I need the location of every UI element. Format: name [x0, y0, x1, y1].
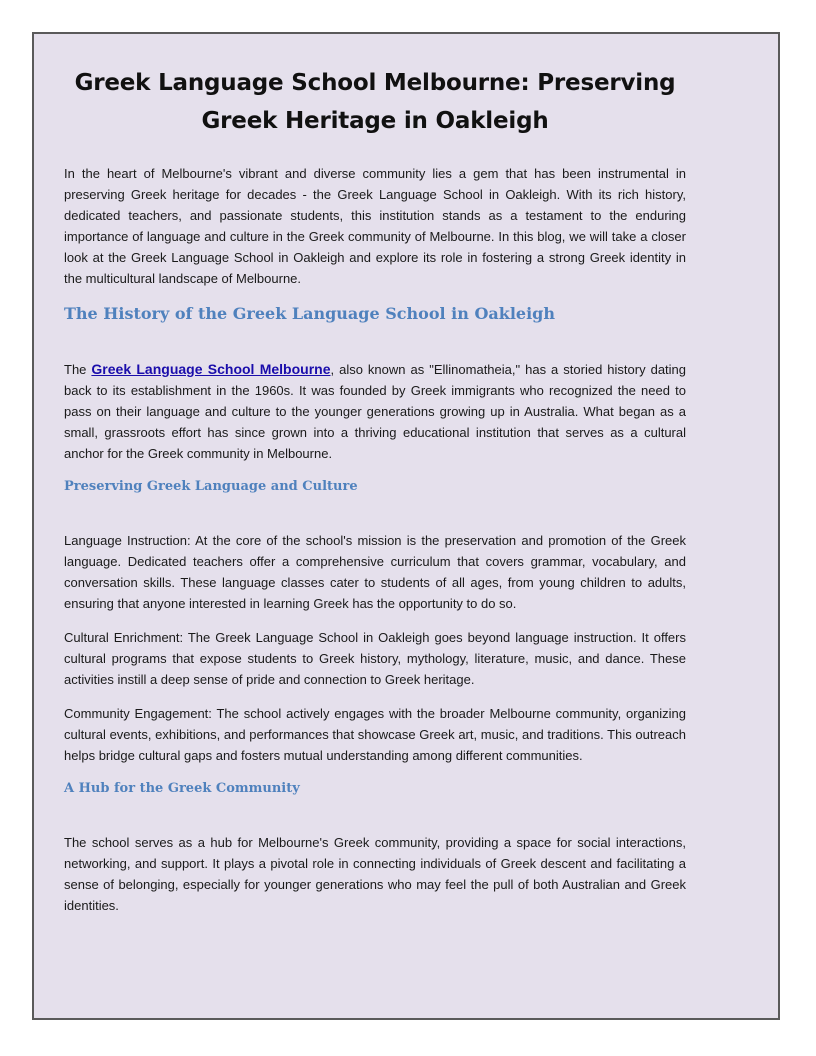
greek-language-school-link[interactable]: Greek Language School Melbourne: [91, 361, 331, 377]
cultural-enrichment-paragraph: Cultural Enrichment: The Greek Language School in Oakleigh goes beyond language instruction. It offers cultural programs that expose students to Greek history, mythology, literature, music, and dance. These activities instill a deep sense of pride and connection to Greek heritage.: [64, 630, 686, 687]
history-paragraph: [64, 359, 686, 464]
history-text-after-link: , also known as "Ellinomatheia," has a storied history dating back to its establishment in the 1960s. It was founded by Greek immigrants who recognized the need to pass on their language and culture to the younger generations growing up in Australia. What began as a small, grassroots effort has since grown into a thriving educational institution that serves as a cultural anchor for the Greek community in Melbourne.: [64, 362, 687, 461]
document-content: [64, 64, 686, 929]
history-heading: The History of the Greek Language School in Oakleigh: [64, 304, 555, 323]
history-text-before-link: The: [64, 362, 92, 377]
language-instruction-paragraph: Language Instruction: At the core of the school's mission is the preservation and promotion of the Greek language. Dedicated teachers offer a comprehensive curriculum that covers grammar, vocabulary, and conversation skills. These language classes cater to students of all ages, from young children to adults, ensuring that anyone interested in learning Greek has the opportunity to do so.: [64, 533, 686, 611]
hub-heading: A Hub for the Greek Community: [64, 781, 300, 796]
community-engagement-paragraph: Community Engagement: The school actively engages with the broader Melbourne community, organizing cultural events, exhibitions, and performances that showcase Greek art, music, and traditions. This outreach helps bridge cultural gaps and fosters mutual understanding among different communities.: [64, 706, 686, 763]
page-title: Greek Language School Melbourne: Preserving Greek Heritage in Oakleigh: [74, 70, 676, 134]
intro-paragraph: In the heart of Melbourne's vibrant and diverse community lies a gem that has been instrumental in preserving Greek heritage for decades - the Greek Language School in Oakleigh. With its rich history, dedicated teachers, and passionate students, this institution stands as a testament to the enduring importance of language and culture in the Greek community of Melbourne. In this blog, we will take a closer look at the Greek Language School in Oakleigh and explore its role in fostering a strong Greek identity in the multicultural landscape of Melbourne.: [64, 166, 686, 286]
preserving-heading: Preserving Greek Language and Culture: [64, 479, 358, 494]
hub-paragraph: The school serves as a hub for Melbourne's Greek community, providing a space for social interactions, networking, and support. It plays a pivotal role in connecting individuals of Greek descent and facilitating a sense of belonging, especially for younger generations who may feel the pull of both Australian and Greek identities.: [64, 835, 686, 913]
